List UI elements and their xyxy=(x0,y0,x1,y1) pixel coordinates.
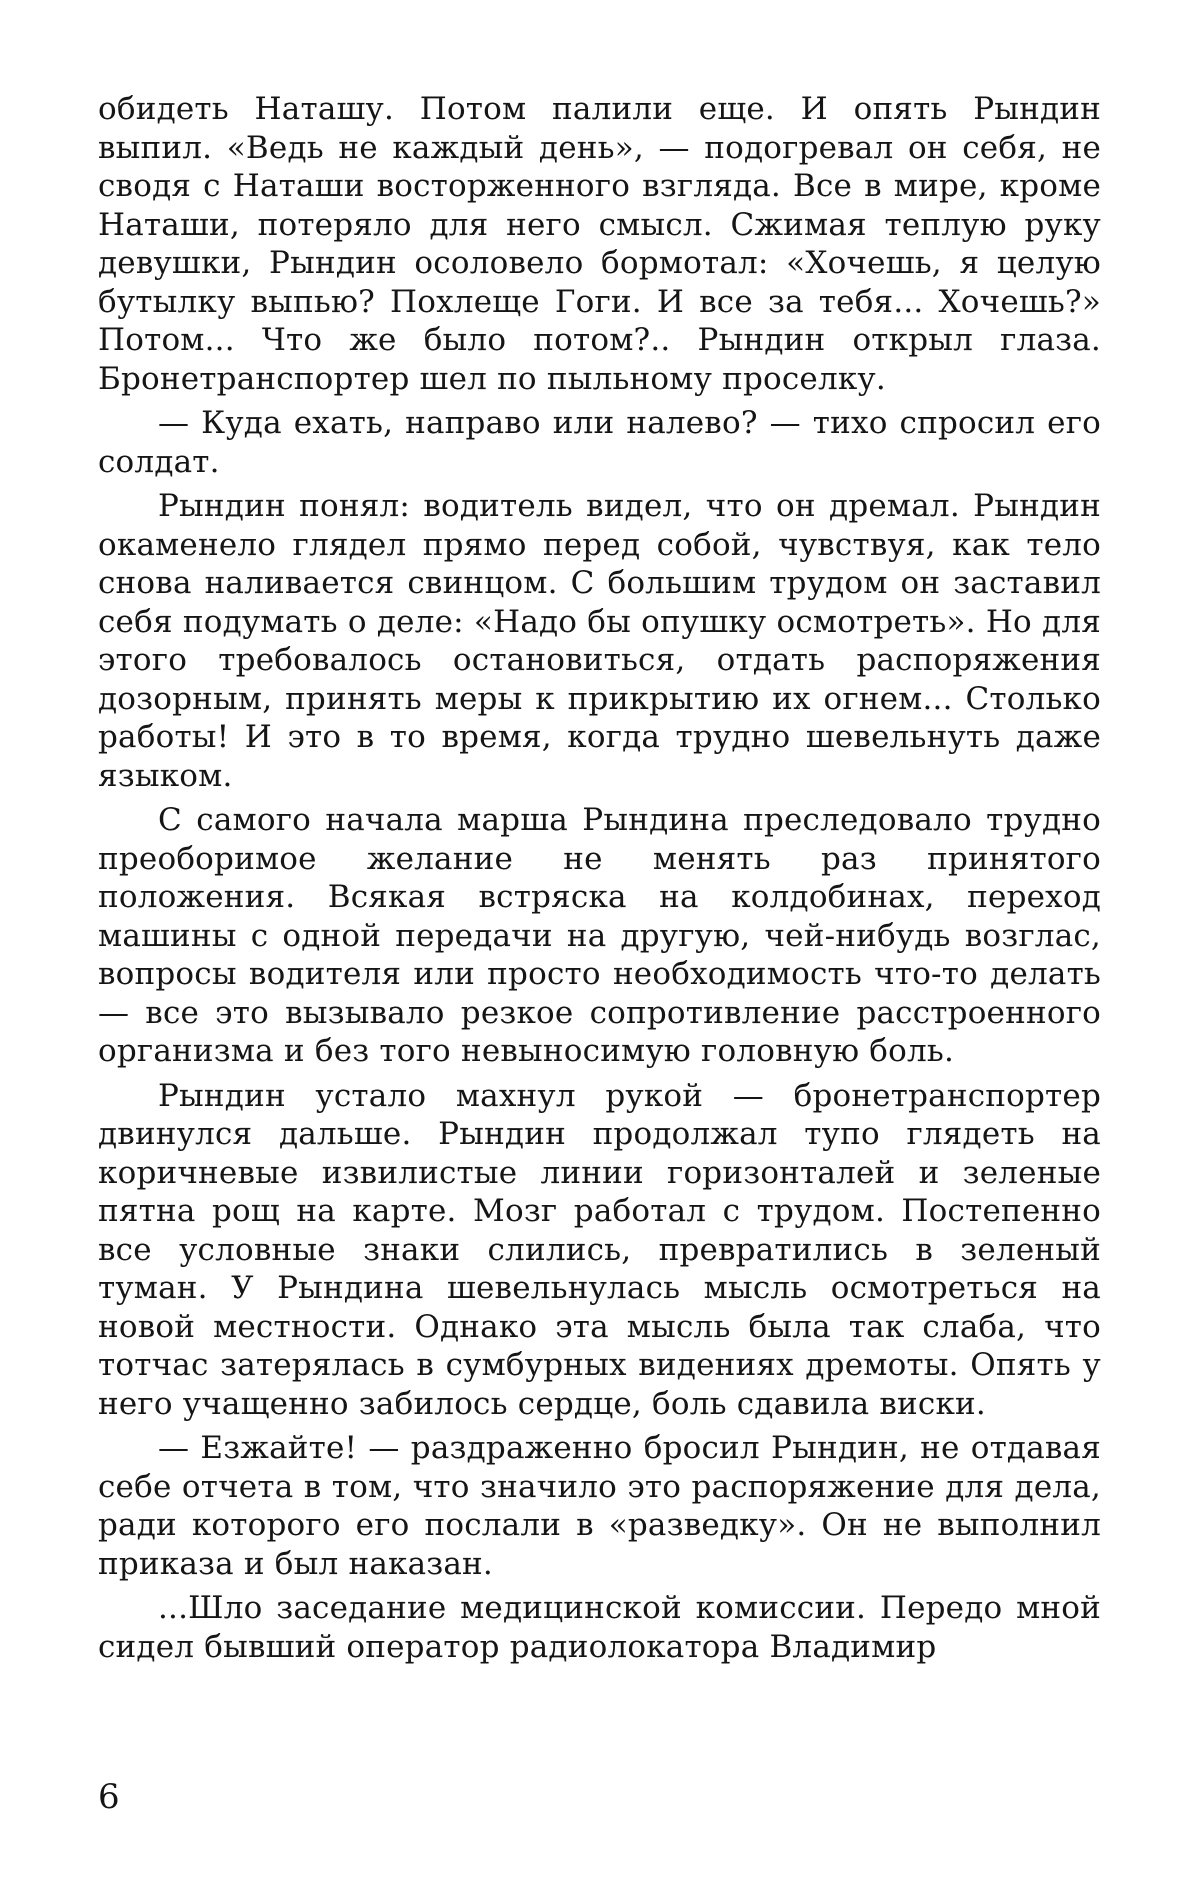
paragraph-1: обидеть Наташу. Потом палили еще. И опять Рындин выпил. «Ведь не каждый день», — подогревал он себя, не сводя с Наташи восторженного взгляда. Все в мире, кроме Наташи, потеряло для него смысл. Сжимая теплую руку девушки, Рындин осоловело бормотал: «Хочешь, я целую бутылку выпью? Похлеще Гоги. И все за тебя... Хочешь?» Потом... Что же было потом?.. Рындин открыл глаза. Бронетранспортер шел по пыльному проселку. xyxy=(98,91,1101,397)
paragraph-4: С самого начала марша Рындина преследовало трудно преоборимое желание не менять раз принятого положения. Всякая встряска на колдобинах, переход машины с одной передачи на другую, чей-нибудь возглас, вопросы водителя или просто необходимость что-то делать — все это вызывало резкое сопротивление расстроенного организма и без того невыносимую головную боль. xyxy=(98,802,1101,1069)
page-text xyxy=(98,90,1101,1672)
paragraph-5: Рындин устало махнул рукой — бронетранспортер двинулся дальше. Рындин продолжал тупо глядеть на коричневые извилистые линии горизонталей и зеленые пятна рощ на карте. Мозг работал с трудом. Постепенно все условные знаки слились, превратились в зеленый туман. У Рындина шевельнулась мысль осмотреться на новой местности. Однако эта мысль была так слаба, что тотчас затерялась в сумбурных видениях дремоты. Опять у него учащенно забилось сердце, боль сдавила виски. xyxy=(98,1077,1101,1422)
paragraph-6: — Езжайте! — раздраженно бросил Рындин, не отдавая себе отчета в том, что значило это распоряжение для дела, ради которого его послали в «разведку». Он не выполнил приказа и был наказан. xyxy=(98,1430,1101,1582)
paragraph-3: Рындин понял: водитель видел, что он дремал. Рындин окаменело глядел прямо перед собой, чувствуя, как тело снова наливается свинцом. С большим трудом он заставил себя подумать о деле: «Надо бы опушку осмотреть». Но для этого требовалось остановиться, отдать распоряжения дозорным, принять меры к прикрытию их огнем... Столько работы! И это в то время, когда трудно шевельнуть даже языком. xyxy=(98,488,1101,794)
paragraph-7: ...Шло заседание медицинской комиссии. Передо мной сидел бывший оператор радиолокатора Владимир xyxy=(98,1590,1101,1665)
paragraph-2: — Куда ехать, направо или налево? — тихо спросил его солдат. xyxy=(98,405,1101,480)
page-number: 6 xyxy=(98,1777,120,1817)
